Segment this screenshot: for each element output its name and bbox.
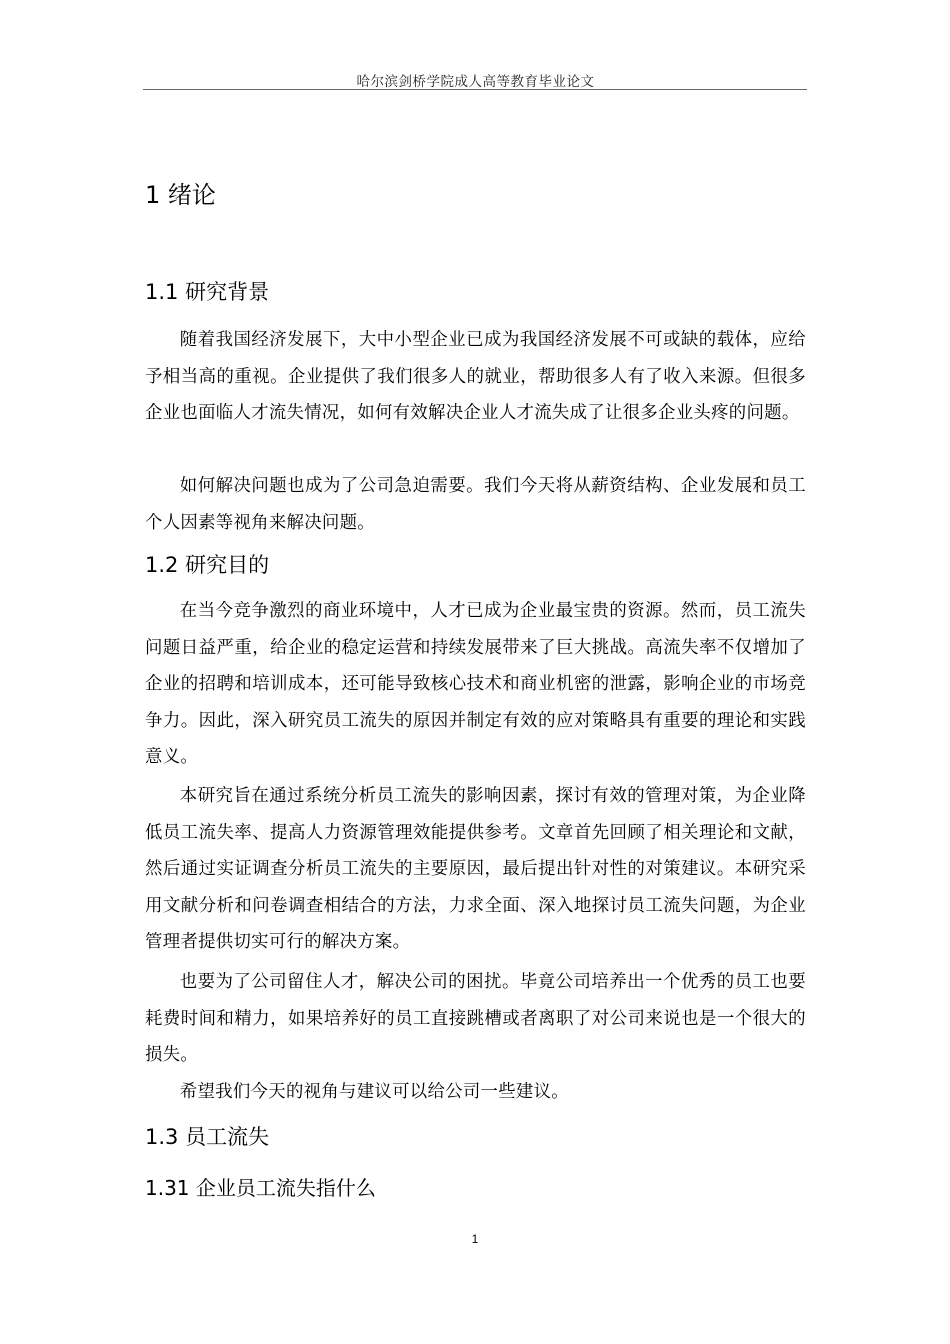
- section-heading-1-1: 1.1 研究背景: [145, 280, 270, 304]
- header-divider: [143, 89, 807, 90]
- paragraph-purpose-4: 希望我们今天的视角与建议可以给公司一些建议。: [179, 1082, 569, 1102]
- paragraph-purpose-2: 本研究旨在通过系统分析员工流失的影响因素，探讨有效的管理对策，为企业降低员工流失率、提高人力资源管理效能提供参考。文章首先回顾了相关理论和文献，然后通过实证调查分析员工流失的主要原因，最后提出针对性的对策建议。本研究采用文献分析和问卷调查相结合的方法，力求全面、深入地探讨员工流失问题，为企业管理者提供切实可行的解决方案。: [145, 786, 806, 952]
- paragraph-purpose-3: 也要为了公司留住人才，解决公司的困扰。毕竟公司培养出一个优秀的员工也要耗费时间和精力，如果培养好的员工直接跳槽或者离职了对公司来说也是一个很大的损失。: [145, 972, 806, 1065]
- section-heading-1-3: 1.3 员工流失: [145, 1125, 270, 1149]
- running-header: 哈尔滨剑桥学院成人高等教育毕业论文: [356, 74, 595, 90]
- page-number: 1: [471, 1232, 479, 1246]
- paragraph-purpose-1: 在当今竞争激烈的商业环境中，人才已成为企业最宝贵的资源。然而，员工流失问题日益严重，给企业的稳定运营和持续发展带来了巨大挑战。高流失率不仅增加了企业的招聘和培训成本，还可能导致核心技术和商业机密的泄露，影响企业的市场竞争力。因此，深入研究员工流失的原因并制定有效的应对策略具有重要的理论和实践意义。: [145, 601, 806, 767]
- paragraph-background-1: 随着我国经济发展下，大中小型企业已成为我国经济发展不可或缺的载体，应给予相当高的重视。企业提供了我们很多人的就业，帮助很多人有了收入来源。但很多企业也面临人才流失情况，如何有效解决企业人才流失成了让很多企业头疼的问题。: [145, 330, 806, 423]
- section-heading-1-2: 1.2 研究目的: [145, 553, 270, 577]
- paragraph-background-2: 如何解决问题也成为了公司急迫需要。我们今天将从薪资结构、企业发展和员工个人因素等视角来解决问题。: [145, 476, 806, 533]
- subsection-heading-1-31: 1.31 企业员工流失指什么: [145, 1176, 376, 1200]
- chapter-heading: 1 绪论: [145, 181, 216, 209]
